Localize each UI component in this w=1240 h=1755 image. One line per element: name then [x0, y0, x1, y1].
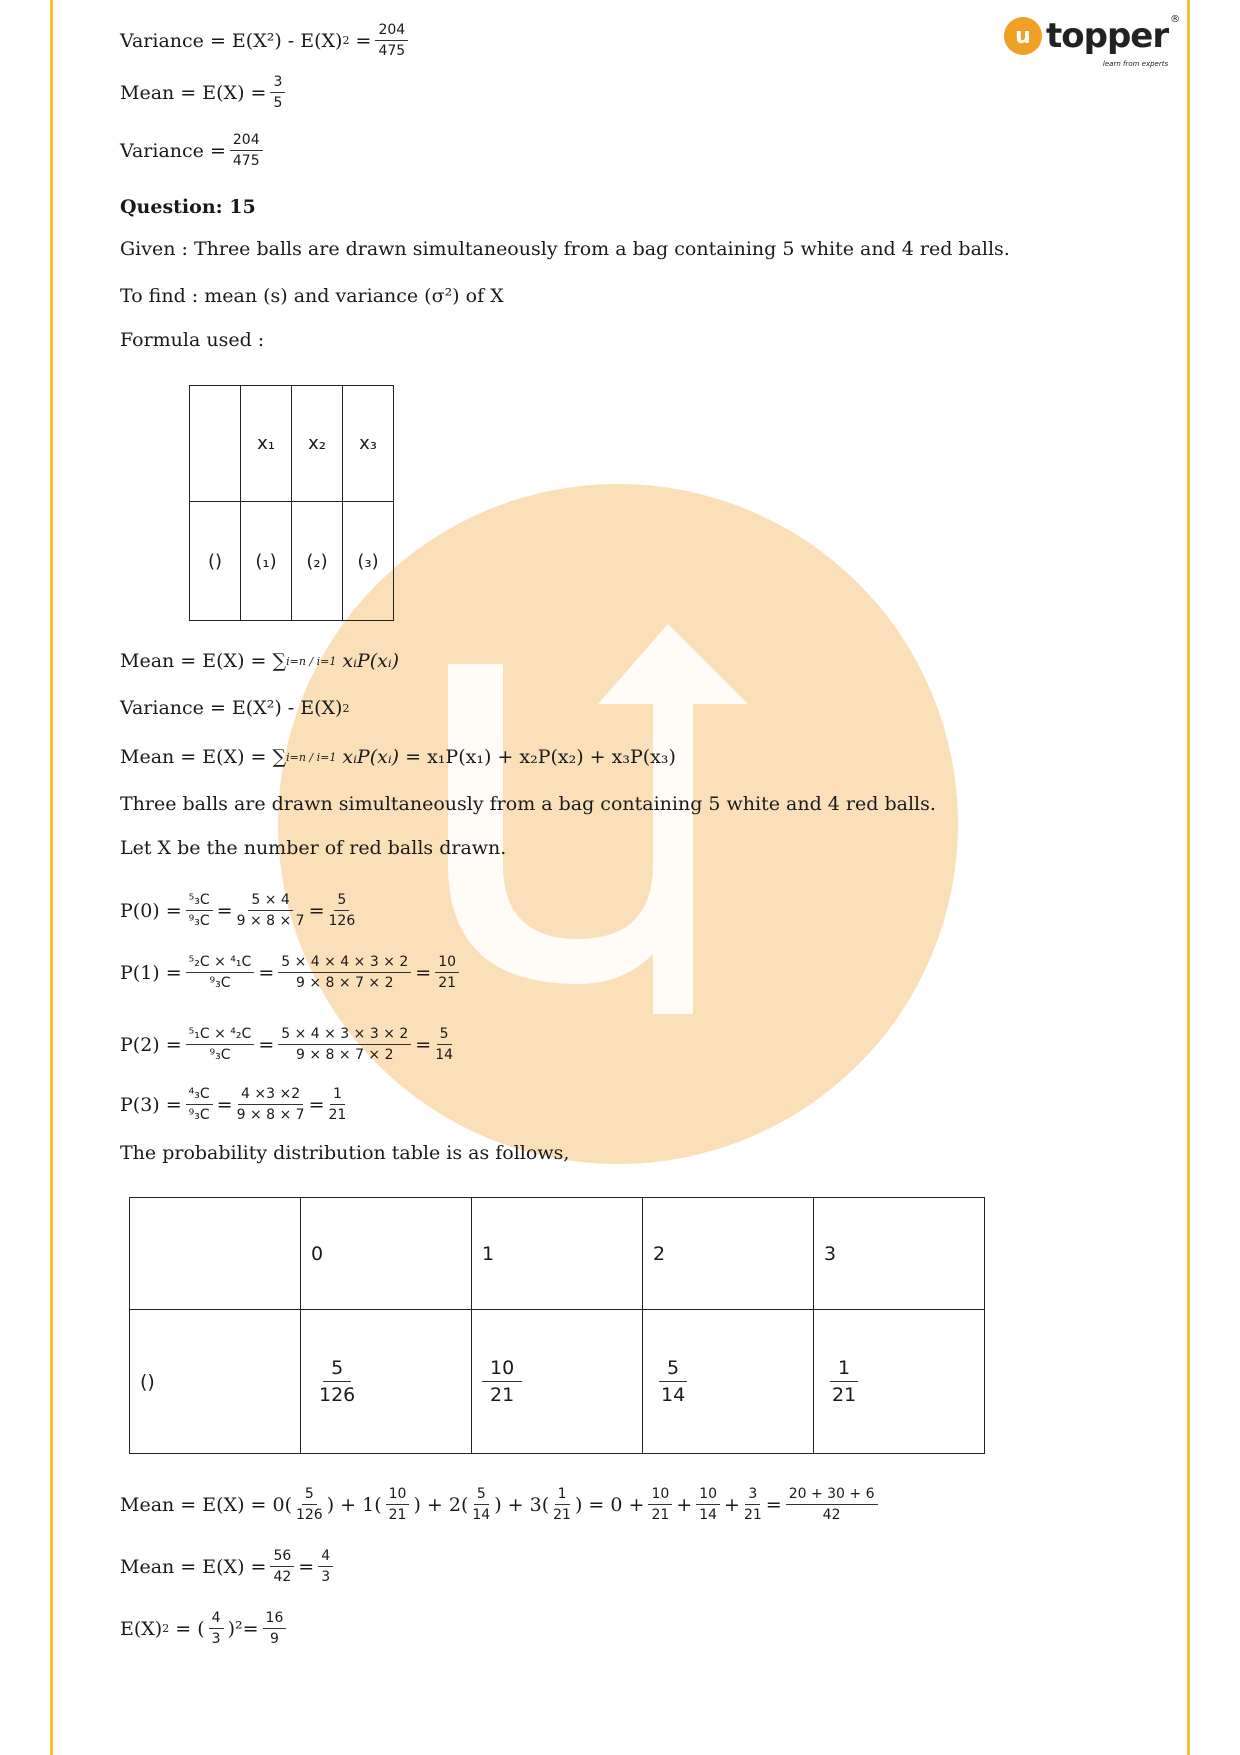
sum-symbol: ∑	[272, 650, 287, 672]
frac-den: 9 × 8 × 7 × 2	[296, 975, 394, 991]
calc-fraction	[386, 1486, 410, 1523]
table-cell: (₁)	[241, 502, 292, 621]
table-row	[190, 386, 394, 502]
calc-fraction	[270, 1548, 294, 1585]
cell-fraction	[653, 1357, 693, 1406]
frac-num: 4 ×3 ×2	[238, 1086, 303, 1105]
frac-den: 21	[328, 1107, 347, 1123]
mean1-lhs: Mean = E(X) =	[120, 81, 267, 104]
p3-product-fraction	[237, 1086, 305, 1123]
frac-num: 4	[209, 1610, 224, 1629]
table-cell: (₃)	[343, 502, 394, 621]
table-cell: x₂	[292, 386, 343, 502]
table-cell: x₁	[241, 386, 292, 502]
frac-num: 3	[270, 74, 285, 93]
calc-fraction	[786, 1486, 878, 1523]
frac-num: 16	[263, 1610, 287, 1629]
logo-tagline: learn from experts	[1102, 60, 1169, 68]
mean-result-lhs: Mean = E(X) =	[120, 1555, 267, 1578]
var1-lhs: Variance = E(X²) - E(X)	[120, 29, 343, 52]
table-cell: x₃	[343, 386, 394, 502]
ex-squared	[120, 1610, 290, 1647]
p3-equation: P(3) = $\frac{\text{⁴₃C}}{\text{⁹₃C}}$ = $\frac{4 \times 3 \times 2}{9 \times 8 \times 7}$ = $\frac{1}{21}$	[120, 1086, 347, 1123]
frac-num: 10	[648, 1486, 672, 1505]
calc-text: ) + 1(	[326, 1493, 382, 1516]
ex-sq-sup: 2	[162, 1622, 170, 1635]
frac-num: ⁵₂C × ⁴₁C	[186, 954, 255, 973]
calc-text: ) = 0 +	[574, 1493, 645, 1516]
page-border-left	[50, 0, 53, 1755]
sum-term: xᵢP(xᵢ)	[342, 746, 400, 768]
var-formula-sup: 2	[342, 701, 350, 715]
table-row	[130, 1198, 985, 1310]
mean-calc-lhs: Mean = E(X) = 0(	[120, 1493, 292, 1516]
calc-text: +	[676, 1493, 693, 1516]
frac-den: 14	[661, 1384, 686, 1406]
ex-sq-lhs: E(X)	[120, 1617, 163, 1640]
p1-result-fraction	[435, 954, 459, 991]
calc-fraction	[318, 1548, 333, 1585]
p2-equation: P(2) = $\frac{\text{⁵₁C × ⁴₂C}}{\text{⁹₃C}}$ = $\frac{5 \times 4 \times 3 \times 3 \times 2}{9 \times 8 \times 7 \times 2}$ = $\frac{5}{14}$	[120, 1026, 454, 1063]
frac-num: 1	[330, 1086, 345, 1105]
calc-fraction	[696, 1486, 720, 1523]
frac-num: 10	[435, 954, 459, 973]
page-border-right	[1187, 0, 1190, 1755]
table-cell: 0	[301, 1198, 472, 1310]
frac-num: 10	[696, 1486, 720, 1505]
frac-num: 3	[745, 1486, 760, 1505]
frac-den: 21	[743, 1507, 762, 1523]
frac-den: 475	[232, 153, 260, 169]
mean-equation-1	[120, 74, 289, 111]
p1-equation: P(1) = $\frac{\text{⁵₂C × ⁴₁C}}{\text{⁹₃C}}$ = $\frac{5 \times 4 \times 4 \times 3 \times 2}{9 \times 8 \times 7 \times 2}$ = $\frac{10}{21}$	[120, 954, 463, 991]
frac-den: 9	[269, 1631, 279, 1647]
variance-formula	[120, 697, 349, 719]
cell-fraction	[482, 1357, 522, 1406]
table-cell	[814, 1310, 985, 1454]
calc-text: =	[298, 1555, 315, 1578]
table-row	[130, 1310, 985, 1454]
frac-den: 126	[319, 1384, 356, 1406]
p3-lhs: P(3) =	[120, 1093, 182, 1116]
table-cell: ()	[190, 502, 241, 621]
calc-fraction	[209, 1610, 224, 1647]
table-row	[190, 502, 394, 621]
p2-result-fraction	[435, 1026, 453, 1063]
p0-comb-fraction	[186, 892, 213, 929]
frac-num: 5	[474, 1486, 489, 1505]
frac-den: 14	[435, 1047, 454, 1063]
mean-expansion	[120, 746, 676, 768]
frac-den: 126	[328, 913, 356, 929]
sum-limits: i=n / i=1	[286, 750, 337, 764]
table-cell	[472, 1310, 643, 1454]
p1-product-fraction	[278, 954, 411, 991]
frac-den: 14	[699, 1507, 718, 1523]
calc-text: =	[765, 1493, 782, 1516]
frac-num: ⁴₃C	[186, 1086, 213, 1105]
frac-den: 21	[651, 1507, 670, 1523]
frac-den: 5	[273, 95, 283, 111]
p0-product-fraction	[237, 892, 305, 929]
p2-comb-fraction	[186, 1026, 255, 1063]
frac-den: 42	[822, 1507, 841, 1523]
logo-circle-icon: u	[1004, 17, 1042, 55]
frac-num: 4	[318, 1548, 333, 1567]
frac-den: 475	[378, 43, 406, 59]
frac-den: ⁹₃C	[209, 1047, 231, 1063]
calc-fraction	[648, 1486, 672, 1523]
frac-den: 21	[490, 1384, 515, 1406]
calc-text: = (	[175, 1617, 205, 1640]
var1-eq: =	[355, 29, 372, 52]
cell-fraction	[311, 1357, 363, 1406]
frac-den: 21	[438, 975, 457, 991]
frac-den: 9 × 8 × 7	[236, 913, 305, 929]
frac-num: 20 + 30 + 6	[786, 1486, 878, 1505]
mean-expand-rhs: = x₁P(x₁) + x₂P(x₂) + x₃P(x₃)	[405, 746, 676, 768]
frac-num: 1	[830, 1357, 858, 1382]
frac-num: ⁵₁C × ⁴₂C	[186, 1026, 255, 1045]
table-cell: (₂)	[292, 502, 343, 621]
frac-num: 204	[230, 132, 263, 151]
mean-result	[120, 1548, 337, 1585]
calc-text: ) + 3(	[494, 1493, 550, 1516]
frac-num: 56	[270, 1548, 294, 1567]
logo-registered-mark: ®	[1170, 14, 1181, 25]
table-cell: 1	[472, 1198, 643, 1310]
frac-den: 9 × 8 × 7	[236, 1107, 305, 1123]
calc-fraction	[553, 1486, 571, 1523]
frac-num: 5	[659, 1357, 687, 1382]
p0-equation: P(0) = $\frac{\text{⁵₃C}}{\text{⁹₃C}}$ = $\frac{5 \times 4}{9 \times 8 \times 7}$ = $\frac{5}{126}$	[120, 892, 356, 929]
mean1-fraction	[270, 74, 285, 111]
frac-den: ⁹₃C	[209, 975, 231, 991]
p2-lhs: P(2) =	[120, 1033, 182, 1056]
p1-lhs: P(1) =	[120, 961, 182, 984]
frac-num: ⁵₃C	[186, 892, 213, 911]
frac-num: 5	[334, 892, 349, 911]
frac-num: 5 × 4 × 3 × 3 × 2	[278, 1026, 411, 1045]
var2-lhs: Variance =	[120, 139, 226, 162]
cell-fraction	[824, 1357, 864, 1406]
var2-fraction	[230, 132, 263, 169]
table-intro-text: The probability distribution table is as follows,	[120, 1142, 570, 1164]
frac-den: 21	[553, 1507, 571, 1523]
sum-limits: i=n / i=1	[286, 654, 337, 668]
mean-expand-lhs: Mean = E(X) =	[120, 746, 267, 768]
sum-symbol: ∑	[272, 746, 287, 768]
calc-text: ) + 2(	[413, 1493, 469, 1516]
calc-fraction	[263, 1610, 287, 1647]
p0-lhs: P(0) =	[120, 899, 182, 922]
frac-num: 5	[323, 1357, 351, 1382]
topper-logo	[1004, 14, 1181, 68]
frac-num: 1	[555, 1486, 570, 1505]
logo-wordmark: topper	[1046, 16, 1169, 56]
frac-num: 5 × 4	[248, 892, 292, 911]
frac-num: 5	[437, 1026, 452, 1045]
question-heading: Question: 15	[120, 196, 256, 218]
p3-comb-fraction	[186, 1086, 213, 1123]
calc-text: )²=	[227, 1617, 259, 1640]
table-cell: 3	[814, 1198, 985, 1310]
frac-num: 5 × 4 × 4 × 3 × 2	[278, 954, 411, 973]
frac-num: 10	[386, 1486, 410, 1505]
calc-fraction	[296, 1486, 323, 1523]
frac-den: 21	[832, 1384, 857, 1406]
table-cell	[301, 1310, 472, 1454]
sum-term: xᵢP(xᵢ)	[342, 650, 400, 672]
p1-comb-fraction	[186, 954, 255, 991]
calc-text: +	[724, 1493, 740, 1516]
formula-used-label: Formula used :	[120, 329, 265, 351]
frac-den: ⁹₃C	[188, 913, 210, 929]
var-formula-lhs: Variance = E(X²) - E(X)	[120, 697, 343, 719]
frac-den: ⁹₃C	[188, 1107, 210, 1123]
var1-sup: 2	[342, 34, 350, 47]
frac-den: 126	[295, 1507, 323, 1523]
frac-den: 3	[211, 1631, 221, 1647]
variance-equation-1	[120, 22, 412, 59]
mean-formula	[120, 650, 399, 672]
frac-num: 204	[375, 22, 408, 41]
p0-result-fraction	[329, 892, 356, 929]
table-cell	[643, 1310, 814, 1454]
three-balls-text: Three balls are drawn simultaneously from a bag containing 5 white and 4 red balls.	[120, 793, 936, 815]
formula-table	[189, 385, 394, 621]
given-text: Given : Three balls are drawn simultaneously from a bag containing 5 white and 4 red balls.	[120, 238, 1010, 260]
frac-den: 14	[472, 1507, 491, 1523]
mean-formula-lhs: Mean = E(X) =	[120, 650, 267, 672]
calc-fraction	[472, 1486, 490, 1523]
p3-result-fraction	[329, 1086, 347, 1123]
frac-den: 21	[388, 1507, 407, 1523]
to-find-text: To find : mean (s) and variance (σ²) of X	[120, 285, 504, 307]
frac-num: 10	[482, 1357, 522, 1382]
table-cell	[190, 386, 241, 502]
frac-den: 42	[273, 1569, 292, 1585]
variance-equation-2	[120, 132, 267, 169]
calc-fraction	[744, 1486, 762, 1523]
distribution-table	[129, 1197, 985, 1454]
frac-den: 9 × 8 × 7 × 2	[296, 1047, 394, 1063]
let-x-text: Let X be the number of red balls drawn.	[120, 837, 507, 859]
mean-calculation	[120, 1486, 882, 1523]
table-cell: ()	[130, 1310, 301, 1454]
var1-fraction	[375, 22, 408, 59]
table-cell	[130, 1198, 301, 1310]
frac-den: 3	[321, 1569, 331, 1585]
frac-num: 5	[302, 1486, 317, 1505]
table-cell: 2	[643, 1198, 814, 1310]
p2-product-fraction	[278, 1026, 411, 1063]
